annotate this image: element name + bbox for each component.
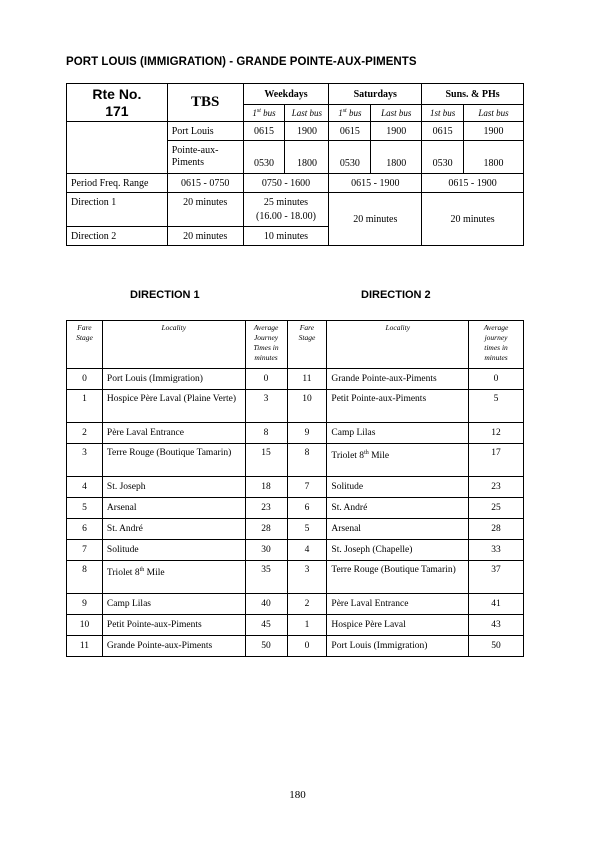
time-cell: 0530	[422, 141, 464, 174]
table-row	[67, 369, 524, 390]
journey-time-cell: 30	[245, 540, 287, 561]
place-line: Piments	[171, 157, 204, 168]
fare-stage-cell: 4	[67, 477, 103, 498]
last-bus-header: Last bus	[464, 105, 524, 122]
first-bus-header: 1st bus	[243, 105, 285, 122]
locality-header: Locality	[102, 321, 245, 369]
journey-time-cell: 28	[245, 519, 287, 540]
fare-stage-cell: 10	[67, 615, 103, 636]
locality-cell: Camp Lilas	[327, 423, 469, 444]
time-cell: 0615	[243, 122, 285, 141]
weekdays-header: Weekdays	[243, 84, 329, 105]
fare-stage-cell: 7	[67, 540, 103, 561]
place-cell	[167, 141, 243, 174]
fare-stage-cell: 10	[287, 390, 327, 423]
first-bus-header: 1st bus	[422, 105, 464, 122]
locality-cell: Père Laval Entrance	[327, 594, 469, 615]
avg-time-header: Average journey times in minutes	[469, 321, 524, 369]
time-cell: 1800	[285, 141, 329, 174]
table-row	[67, 498, 524, 519]
fare-stage-cell: 2	[287, 594, 327, 615]
locality-cell: Triolet 8th Mile	[327, 444, 469, 477]
time-cell: 1900	[464, 122, 524, 141]
direction2-tbs: 20 minutes	[167, 227, 243, 246]
fare-stage-cell: 5	[287, 519, 327, 540]
locality-cell: Terre Rouge (Boutique Tamarin)	[327, 561, 469, 594]
time-cell: 0530	[243, 141, 285, 174]
journey-time-cell: 25	[469, 498, 524, 519]
locality-cell: St. Joseph (Chapelle)	[327, 540, 469, 561]
place-cell: Port Louis	[167, 122, 243, 141]
route-number-cell	[67, 84, 168, 122]
direction2-heading: DIRECTION 2	[361, 289, 431, 301]
fare-stage-cell: 9	[287, 423, 327, 444]
journey-time-cell: 50	[469, 636, 524, 657]
table-row	[67, 477, 524, 498]
journey-time-cell: 17	[469, 444, 524, 477]
locality-cell: Camp Lilas	[102, 594, 245, 615]
locality-cell: Port Louis (Immigration)	[102, 369, 245, 390]
locality-cell: Hospice Père Laval	[327, 615, 469, 636]
fare-stage-cell: 6	[287, 498, 327, 519]
locality-cell: Grande Pointe-aux-Piments	[327, 369, 469, 390]
table-row	[67, 561, 524, 594]
period-value: 0750 - 1600	[243, 174, 329, 193]
page-number: 180	[289, 789, 306, 801]
fare-stage-cell: 8	[287, 444, 327, 477]
journey-time-cell: 23	[469, 477, 524, 498]
direction1-sundays: 20 minutes	[422, 193, 524, 246]
time-cell: 1800	[464, 141, 524, 174]
locality-cell: Père Laval Entrance	[102, 423, 245, 444]
locality-cell: Terre Rouge (Boutique Tamarin)	[102, 444, 245, 477]
avg-time-header: Average Journey Times in minutes	[245, 321, 287, 369]
journey-time-cell: 3	[245, 390, 287, 423]
place-line: Pointe-aux-	[171, 145, 219, 156]
journey-time-cell: 28	[469, 519, 524, 540]
locality-cell: Arsenal	[102, 498, 245, 519]
fare-stage-cell: 0	[287, 636, 327, 657]
fare-stage-cell: 8	[67, 561, 103, 594]
locality-header: Locality	[327, 321, 469, 369]
journey-time-cell: 0	[245, 369, 287, 390]
last-bus-header: Last bus	[371, 105, 422, 122]
fare-stage-header: Fare Stage	[67, 321, 103, 369]
period-label: Period Freq. Range	[67, 174, 168, 193]
tbs-header: TBS	[167, 84, 243, 122]
fare-stage-cell: 9	[67, 594, 103, 615]
locality-cell: St. Joseph	[102, 477, 245, 498]
fare-stage-cell: 1	[287, 615, 327, 636]
period-value: 0615 - 1900	[422, 174, 524, 193]
stops-table	[66, 320, 524, 657]
locality-cell: St. André	[102, 519, 245, 540]
table-row	[67, 594, 524, 615]
fare-stage-cell: 2	[67, 423, 103, 444]
time-cell: 0530	[329, 141, 371, 174]
freq-line: (16.00 - 18.00)	[255, 210, 316, 222]
route-number: 171	[105, 102, 129, 119]
locality-cell: Arsenal	[327, 519, 469, 540]
journey-time-cell: 50	[245, 636, 287, 657]
table-row	[67, 615, 524, 636]
route-label: Rte No.	[92, 85, 142, 102]
journey-time-cell: 43	[469, 615, 524, 636]
journey-time-cell: 15	[245, 444, 287, 477]
last-bus-header: Last bus	[285, 105, 329, 122]
table-row	[67, 519, 524, 540]
locality-cell: Port Louis (Immigration)	[327, 636, 469, 657]
table-row	[67, 540, 524, 561]
table-row	[67, 390, 524, 423]
fare-stage-cell: 3	[287, 561, 327, 594]
fare-stage-cell: 11	[67, 636, 103, 657]
sundays-header: Suns. & PHs	[422, 84, 524, 105]
time-cell: 0615	[329, 122, 371, 141]
freq-line: 25 minutes	[263, 196, 309, 208]
journey-time-cell: 40	[245, 594, 287, 615]
journey-time-cell: 35	[245, 561, 287, 594]
direction1-weekdays	[243, 193, 329, 227]
locality-cell: Petit Pointe-aux-Piments	[102, 615, 245, 636]
journey-time-cell: 18	[245, 477, 287, 498]
first-bus-header: 1st bus	[329, 105, 371, 122]
fare-stage-cell: 1	[67, 390, 103, 423]
journey-time-cell: 33	[469, 540, 524, 561]
fare-stage-cell: 7	[287, 477, 327, 498]
locality-cell: Solitude	[102, 540, 245, 561]
fare-stage-cell: 3	[67, 444, 103, 477]
journey-time-cell: 23	[245, 498, 287, 519]
journey-time-cell: 37	[469, 561, 524, 594]
locality-cell: Petit Pointe-aux-Piments	[327, 390, 469, 423]
fare-stage-header: Fare Stage	[287, 321, 327, 369]
locality-cell: Hospice Père Laval (Plaine Verte)	[102, 390, 245, 423]
journey-time-cell: 41	[469, 594, 524, 615]
saturdays-header: Saturdays	[329, 84, 422, 105]
journey-time-cell: 12	[469, 423, 524, 444]
table-row	[67, 636, 524, 657]
direction2-label: Direction 2	[67, 227, 168, 246]
fare-stage-cell: 6	[67, 519, 103, 540]
time-cell: 1800	[371, 141, 422, 174]
journey-time-cell: 8	[245, 423, 287, 444]
locality-cell: Triolet 8th Mile	[102, 561, 245, 594]
time-cell: 1900	[371, 122, 422, 141]
time-cell: 1900	[285, 122, 329, 141]
page-title: PORT LOUIS (IMMIGRATION) - GRANDE POINTE-AUX-PIMENTS	[66, 56, 417, 68]
table-row	[67, 423, 524, 444]
table-row	[67, 444, 524, 477]
fare-stage-cell: 0	[67, 369, 103, 390]
direction1-label: Direction 1	[67, 193, 168, 227]
blank-cell	[67, 122, 168, 174]
fare-stage-cell: 11	[287, 369, 327, 390]
period-value: 0615 - 1900	[329, 174, 422, 193]
locality-cell: St. André	[327, 498, 469, 519]
direction1-heading: DIRECTION 1	[130, 289, 200, 301]
schedule-table	[66, 83, 524, 246]
fare-stage-cell: 4	[287, 540, 327, 561]
locality-cell: Solitude	[327, 477, 469, 498]
locality-cell: Grande Pointe-aux-Piments	[102, 636, 245, 657]
direction1-saturdays: 20 minutes	[329, 193, 422, 246]
time-cell: 0615	[422, 122, 464, 141]
journey-time-cell: 0	[469, 369, 524, 390]
direction1-tbs: 20 minutes	[167, 193, 243, 227]
journey-time-cell: 45	[245, 615, 287, 636]
journey-time-cell: 5	[469, 390, 524, 423]
period-value: 0615 - 0750	[167, 174, 243, 193]
fare-stage-cell: 5	[67, 498, 103, 519]
direction2-weekdays: 10 minutes	[243, 227, 329, 246]
